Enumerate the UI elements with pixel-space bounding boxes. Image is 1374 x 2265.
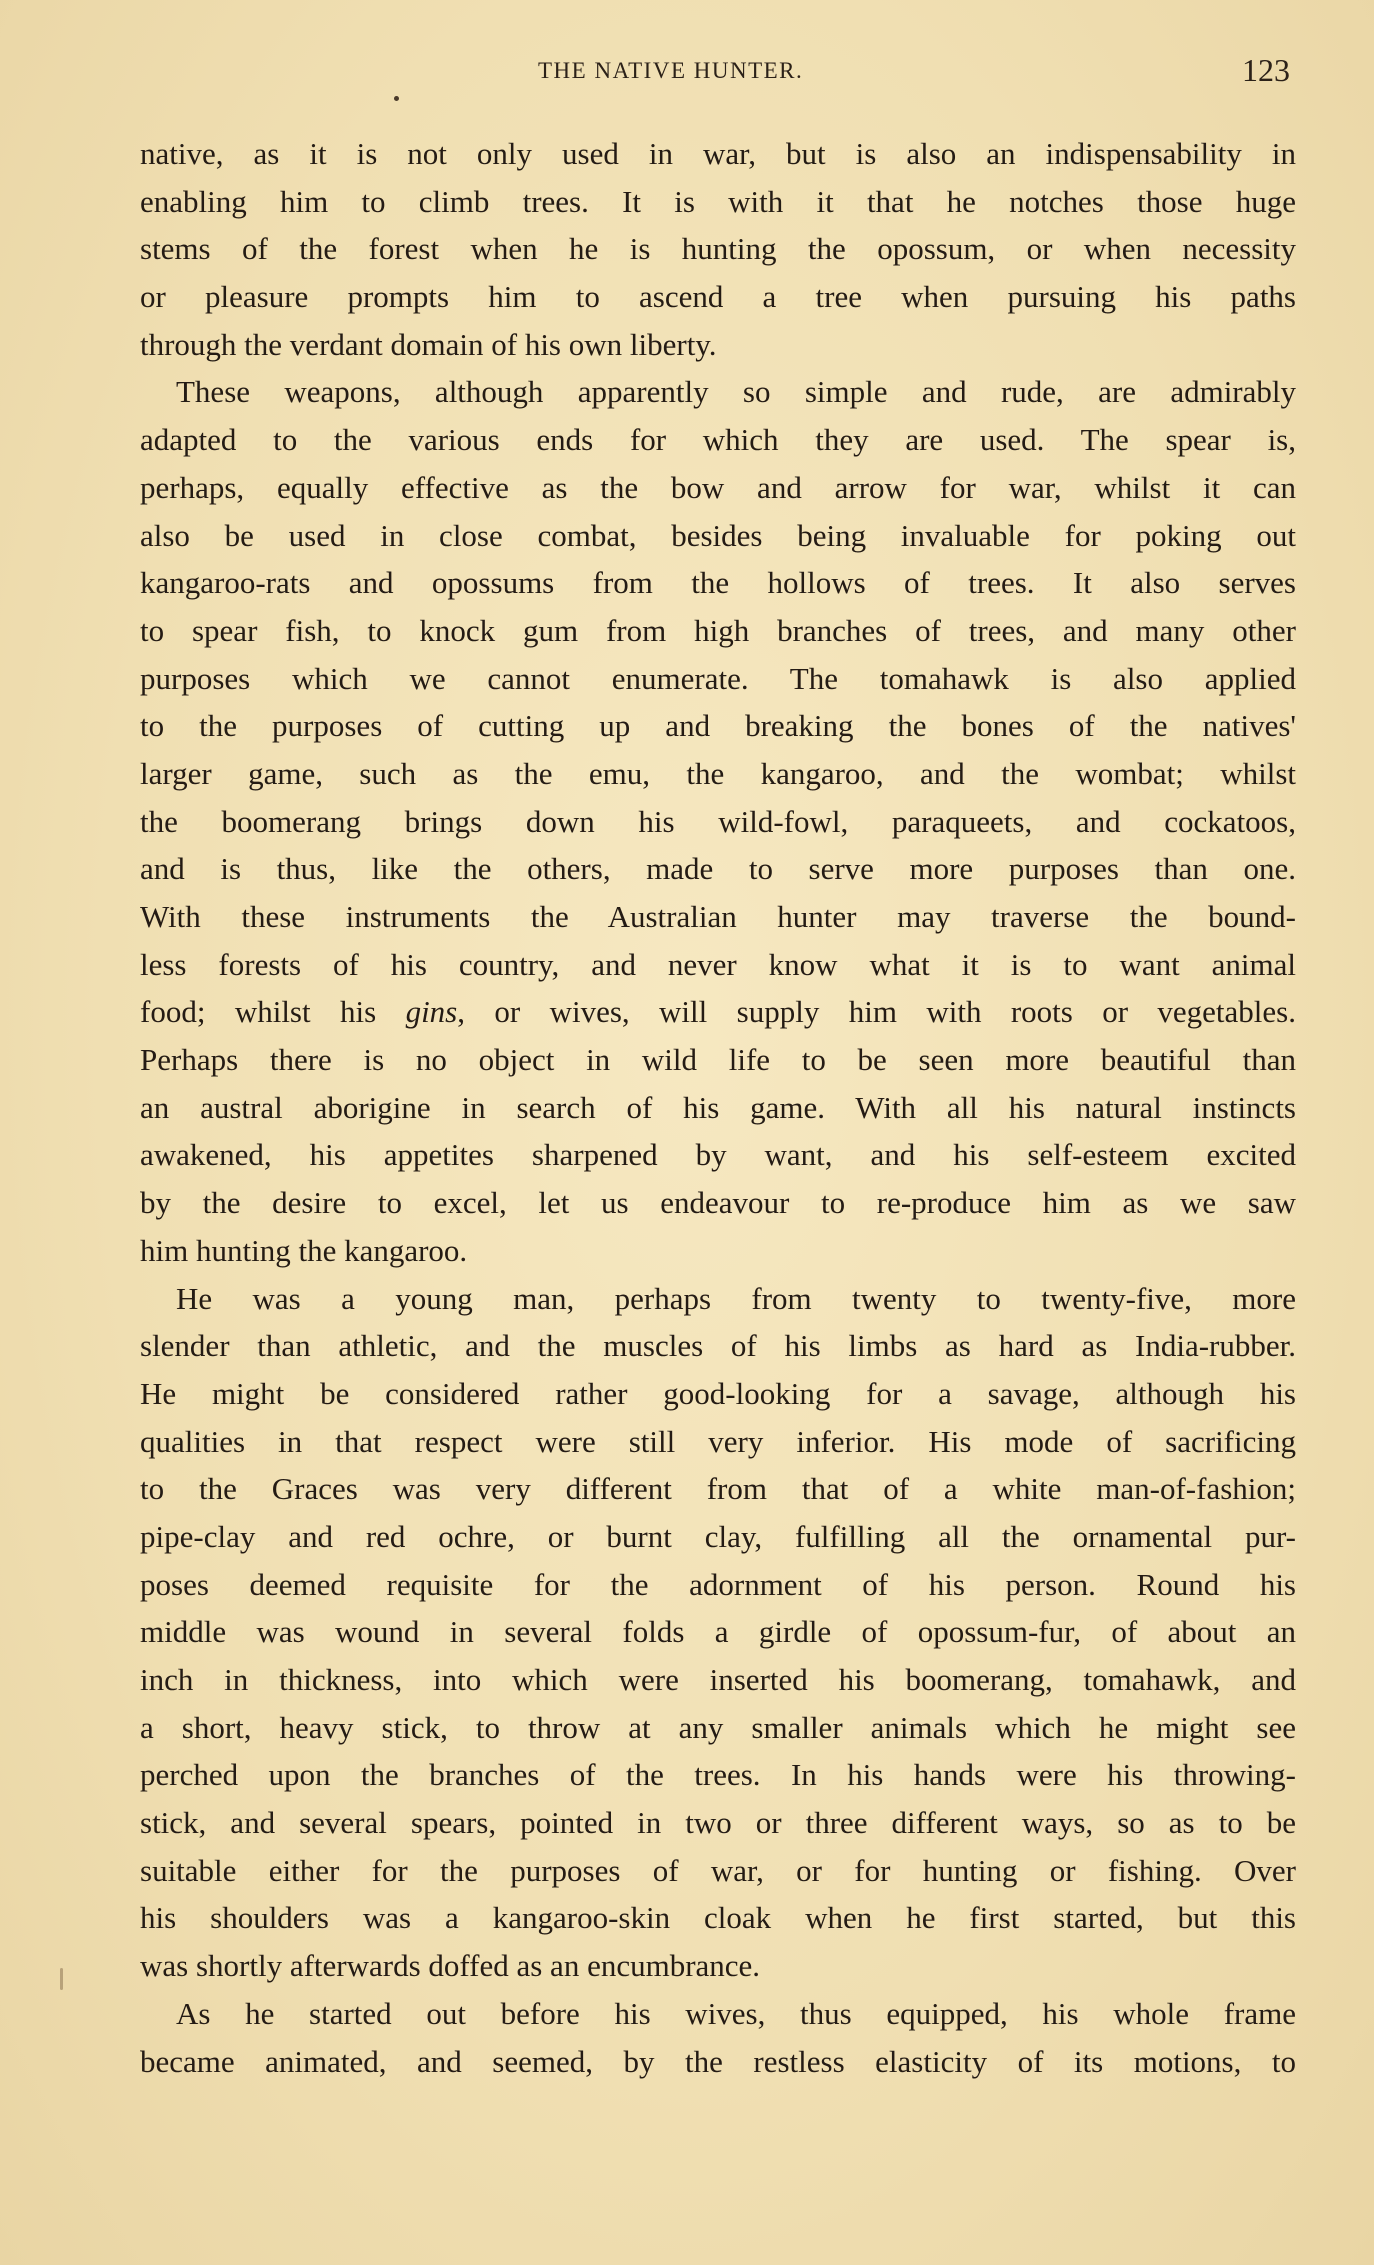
- text-line: an austral aborigine in search of his game. With all his natural instincts: [140, 1089, 1296, 1125]
- text-line: inch in thickness, into which were inserted his boomerang, tomahawk, and: [140, 1662, 1296, 1697]
- text-line: perched upon the branches of the trees. In his hands were his throwing-: [140, 1757, 1296, 1793]
- text-segment: food; whilst his: [140, 994, 406, 1030]
- text-line: was shortly afterwards doffed as an encumbrance.: [140, 1948, 761, 1984]
- text-line: enabling him to climb trees. It is with it that he notches those huge: [140, 183, 1296, 219]
- text-line: became animated, and seemed, by the restless elasticity of its motions, to: [140, 2043, 1296, 2079]
- text-line: him hunting the kangaroo.: [140, 1232, 468, 1268]
- text-line: kangaroo-rats and opossums from the hollows of trees. It also serves: [140, 565, 1296, 601]
- text-line: and is thus, like the others, made to serve more purposes than one.: [140, 851, 1296, 887]
- text-line: Perhaps there is no object in wild life to be seen more beautiful than: [140, 1042, 1296, 1078]
- text-segment: , or wives, will supply him with roots or vegetables.: [457, 994, 1296, 1030]
- text-line: These weapons, although apparently so simple and rude, are admirably: [176, 374, 1296, 410]
- text-line: to spear fish, to knock gum from high branches of trees, and many other: [140, 612, 1296, 648]
- text-line: suitable either for the purposes of war, or for hunting or fishing. Over: [140, 1852, 1296, 1888]
- ink-speck: [60, 1968, 63, 1990]
- text-line: pipe-clay and red ochre, or burnt clay, fulfilling all the ornamental pur-: [140, 1518, 1296, 1554]
- text-line: With these instruments the Australian hunter may traverse the bound-: [140, 899, 1296, 934]
- italic-word: gins: [405, 994, 458, 1030]
- text-line: less forests of his country, and never know what it is to want animal: [140, 946, 1296, 982]
- text-line: middle was wound in several folds a girdle of opossum-fur, of about an: [140, 1614, 1296, 1650]
- text-line: to the Graces was very different from that of a white man-of-fashion;: [140, 1471, 1296, 1507]
- text-line: perhaps, equally effective as the bow and arrow for war, whilst it can: [140, 469, 1296, 505]
- text-line: He might be considered rather good-looking for a savage, although his: [140, 1375, 1296, 1411]
- page-number: 123: [1242, 52, 1290, 88]
- ink-speck: [394, 96, 399, 101]
- body-text: [140, 130, 1296, 2085]
- text-line: slender than athletic, and the muscles of his limbs as hard as India-rubber.: [140, 1328, 1296, 1364]
- running-title: THE NATIVE HUNTER.: [538, 58, 804, 83]
- text-line: As he started out before his wives, thus equipped, his whole frame: [176, 1995, 1296, 2031]
- text-line: adapted to the various ends for which they are used. The spear is,: [140, 422, 1296, 458]
- text-line: qualities in that respect were still very inferior. His mode of sacrificing: [140, 1423, 1296, 1459]
- text-line: a short, heavy stick, to throw at any smaller animals which he might see: [140, 1709, 1296, 1745]
- text-line: poses deemed requisite for the adornment of his person. Round his: [140, 1566, 1296, 1602]
- text-line: stems of the forest when he is hunting the opossum, or when necessity: [140, 231, 1296, 267]
- text-line: through the verdant domain of his own liberty.: [140, 326, 717, 362]
- text-line: to the purposes of cutting up and breaking the bones of the natives': [140, 708, 1296, 744]
- text-line: purposes which we cannot enumerate. The tomahawk is also applied: [140, 660, 1296, 696]
- text-line: native, as it is not only used in war, but is also an indispensability in: [140, 136, 1296, 171]
- text-line: by the desire to excel, let us endeavour to re-produce him as we saw: [140, 1185, 1296, 1221]
- text-line: larger game, such as the emu, the kangaroo, and the wombat; whilst: [140, 755, 1296, 791]
- text-line: his shoulders was a kangaroo-skin cloak when he first started, but this: [140, 1900, 1296, 1936]
- text-line: awakened, his appetites sharpened by want, and his self-esteem excited: [140, 1137, 1296, 1173]
- text-line: or pleasure prompts him to ascend a tree when pursuing his paths: [140, 279, 1296, 315]
- text-line: [140, 988, 1296, 1036]
- text-line: the boomerang brings down his wild-fowl, paraqueets, and cockatoos,: [140, 803, 1296, 839]
- text-line: also be used in close combat, besides being invaluable for poking out: [140, 517, 1296, 553]
- text-line: stick, and several spears, pointed in two or three different ways, so as to be: [140, 1805, 1296, 1841]
- text-line: He was a young man, perhaps from twenty to twenty-five, more: [176, 1280, 1296, 1316]
